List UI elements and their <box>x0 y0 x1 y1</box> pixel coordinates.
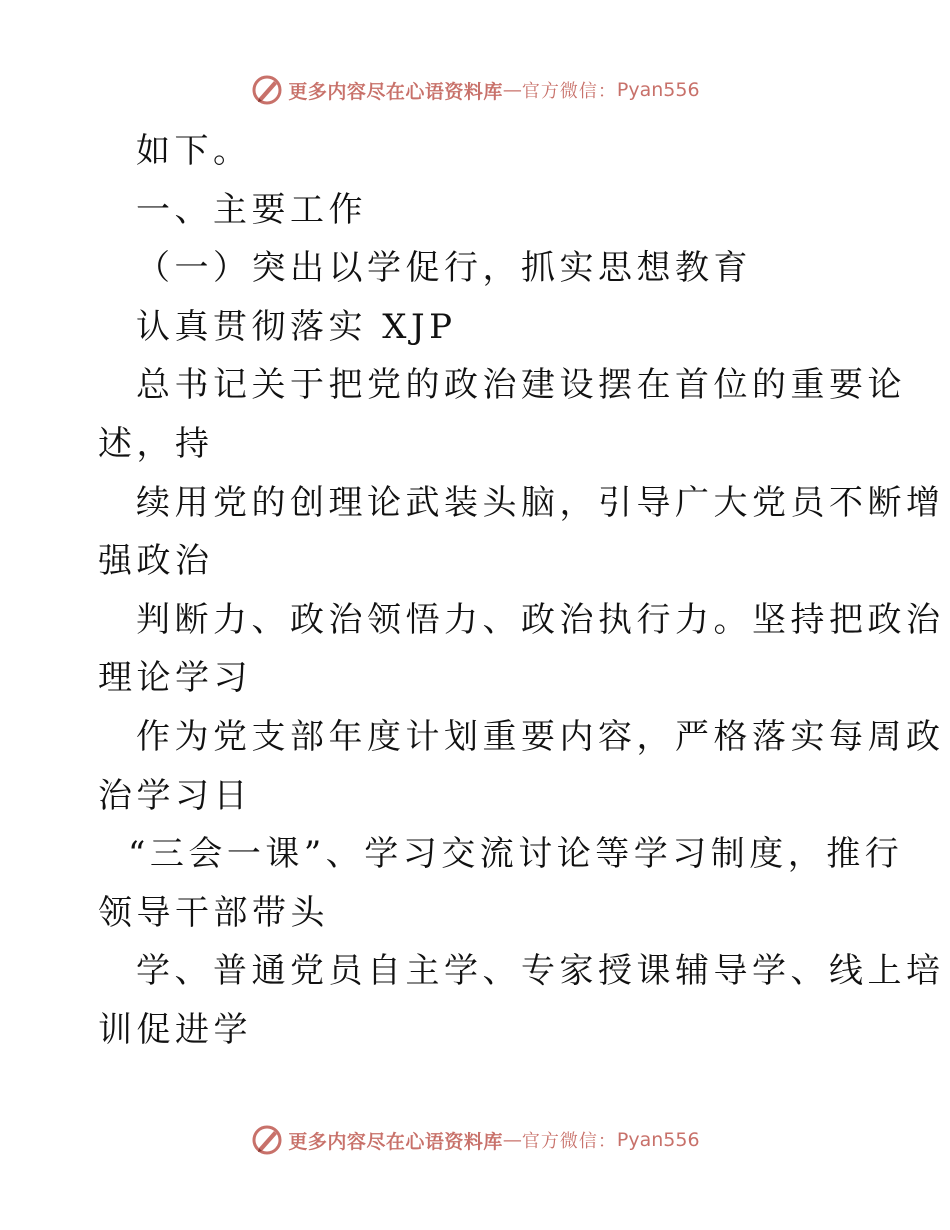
watermark-dash: — <box>502 1129 522 1151</box>
watermark-wechat-id: Pyan556 <box>616 1129 700 1151</box>
paragraph-line: 训促进学 <box>98 1009 252 1050</box>
watermark-wechat-label: 官方微信： <box>521 81 617 102</box>
paragraph-line: “三会一课”、学习交流讨论等学习制度，推行 <box>128 834 904 875</box>
paragraph-line: 续用党的创理论武装头脑，引导广大党员不断增 <box>136 482 945 523</box>
watermark-main-text: 更多内容尽在心语资料库 <box>288 1130 503 1153</box>
watermark-dash: — <box>502 79 522 101</box>
section-heading: 一、主要工作 <box>136 189 367 230</box>
paragraph-line: 治学习日 <box>98 775 252 816</box>
pen-logo-icon <box>250 1123 284 1157</box>
paragraph-line: 述，持 <box>98 423 214 464</box>
paragraph-line: 强政治 <box>98 541 214 582</box>
paragraph-line: 认真贯彻落实 XJP <box>136 306 457 347</box>
subsection-heading: （一）突出以学促行，抓实思想教育 <box>136 248 752 289</box>
paragraph-line: 判断力、政治领悟力、政治执行力。坚持把政治 <box>136 599 945 640</box>
watermark-wechat-id: Pyan556 <box>616 79 700 101</box>
paragraph-line: 理论学习 <box>98 658 252 699</box>
watermark-wechat-label: 官方微信： <box>521 1131 617 1152</box>
header-watermark <box>0 70 950 110</box>
paragraph-line: 如下。 <box>136 131 252 171</box>
footer-watermark <box>0 1120 950 1160</box>
pen-logo-icon <box>250 73 284 107</box>
document-body <box>98 122 945 1060</box>
paragraph-line: 作为党支部年度计划重要内容，严格落实每周政 <box>136 716 945 757</box>
watermark-main-text: 更多内容尽在心语资料库 <box>288 80 503 103</box>
paragraph-line: 学、普通党员自主学、专家授课辅导学、线上培 <box>136 951 945 992</box>
paragraph-line: 领导干部带头 <box>98 892 329 933</box>
paragraph-line: 总书记关于把党的政治建设摆在首位的重要论 <box>136 365 906 406</box>
